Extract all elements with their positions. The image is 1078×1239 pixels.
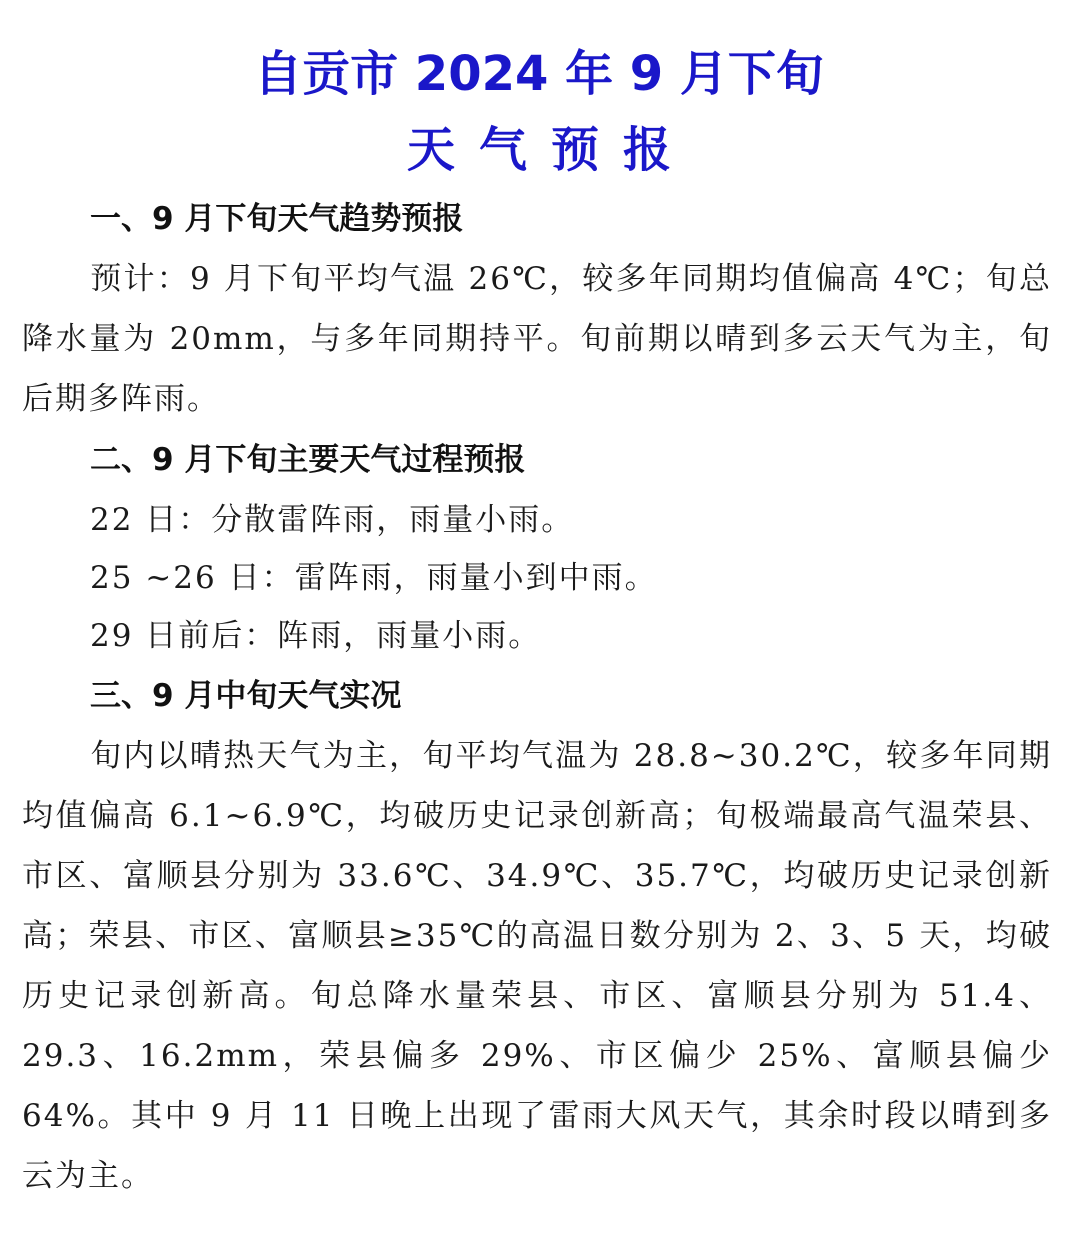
document-title: 自贡市 2024 年 9 月下旬 xyxy=(254,46,824,102)
section3-body-text: 旬内以晴热天气为主，旬平均气温为 28.8~30.2℃，较多年同期均值偏高 6.1~6.9℃，均破历史记录创新高；旬极端最高气温荣县、市区、富顺县分别为 33.6℃、34.9℃、35.7℃，均破历史记录创新高；荣县、市区、富顺县≥35℃的高温日数分别为 2、3、5 天，均破历史记录创新高。旬总降水量荣县、市区、富顺县分别为 51.4、29.3、16.2mm，荣县偏多 29%、市区偏少 25%、富顺县偏少 64%。其中 9 月 11 日晚上出现了雷雨大风天气，其余时段以晴到多云为主。 xyxy=(22,738,1052,1194)
forecast-item-2: 25 ~26 日：雷阵雨，雨量小到中雨。 xyxy=(90,560,658,596)
forecast-item-3: 29 日前后：阵雨，雨量小雨。 xyxy=(90,618,542,654)
document-subtitle: 天气预报 xyxy=(406,122,695,178)
section1-heading: 一、9 月下旬天气趋势预报 xyxy=(90,201,464,237)
section2-heading: 二、9 月下旬主要天气过程预报 xyxy=(90,442,526,478)
section1-body xyxy=(22,249,1052,429)
section3-heading: 三、9 月中旬天气实况 xyxy=(90,678,402,714)
forecast-item-1: 22 日：分散雷阵雨，雨量小雨。 xyxy=(90,502,575,538)
section1-body-text: 预计：9 月下旬平均气温 26℃，较多年同期均值偏高 4℃；旬总降水量为 20mm，与多年同期持平。旬前期以晴到多云天气为主，旬后期多阵雨。 xyxy=(22,261,1052,417)
section3-body xyxy=(22,726,1052,1206)
